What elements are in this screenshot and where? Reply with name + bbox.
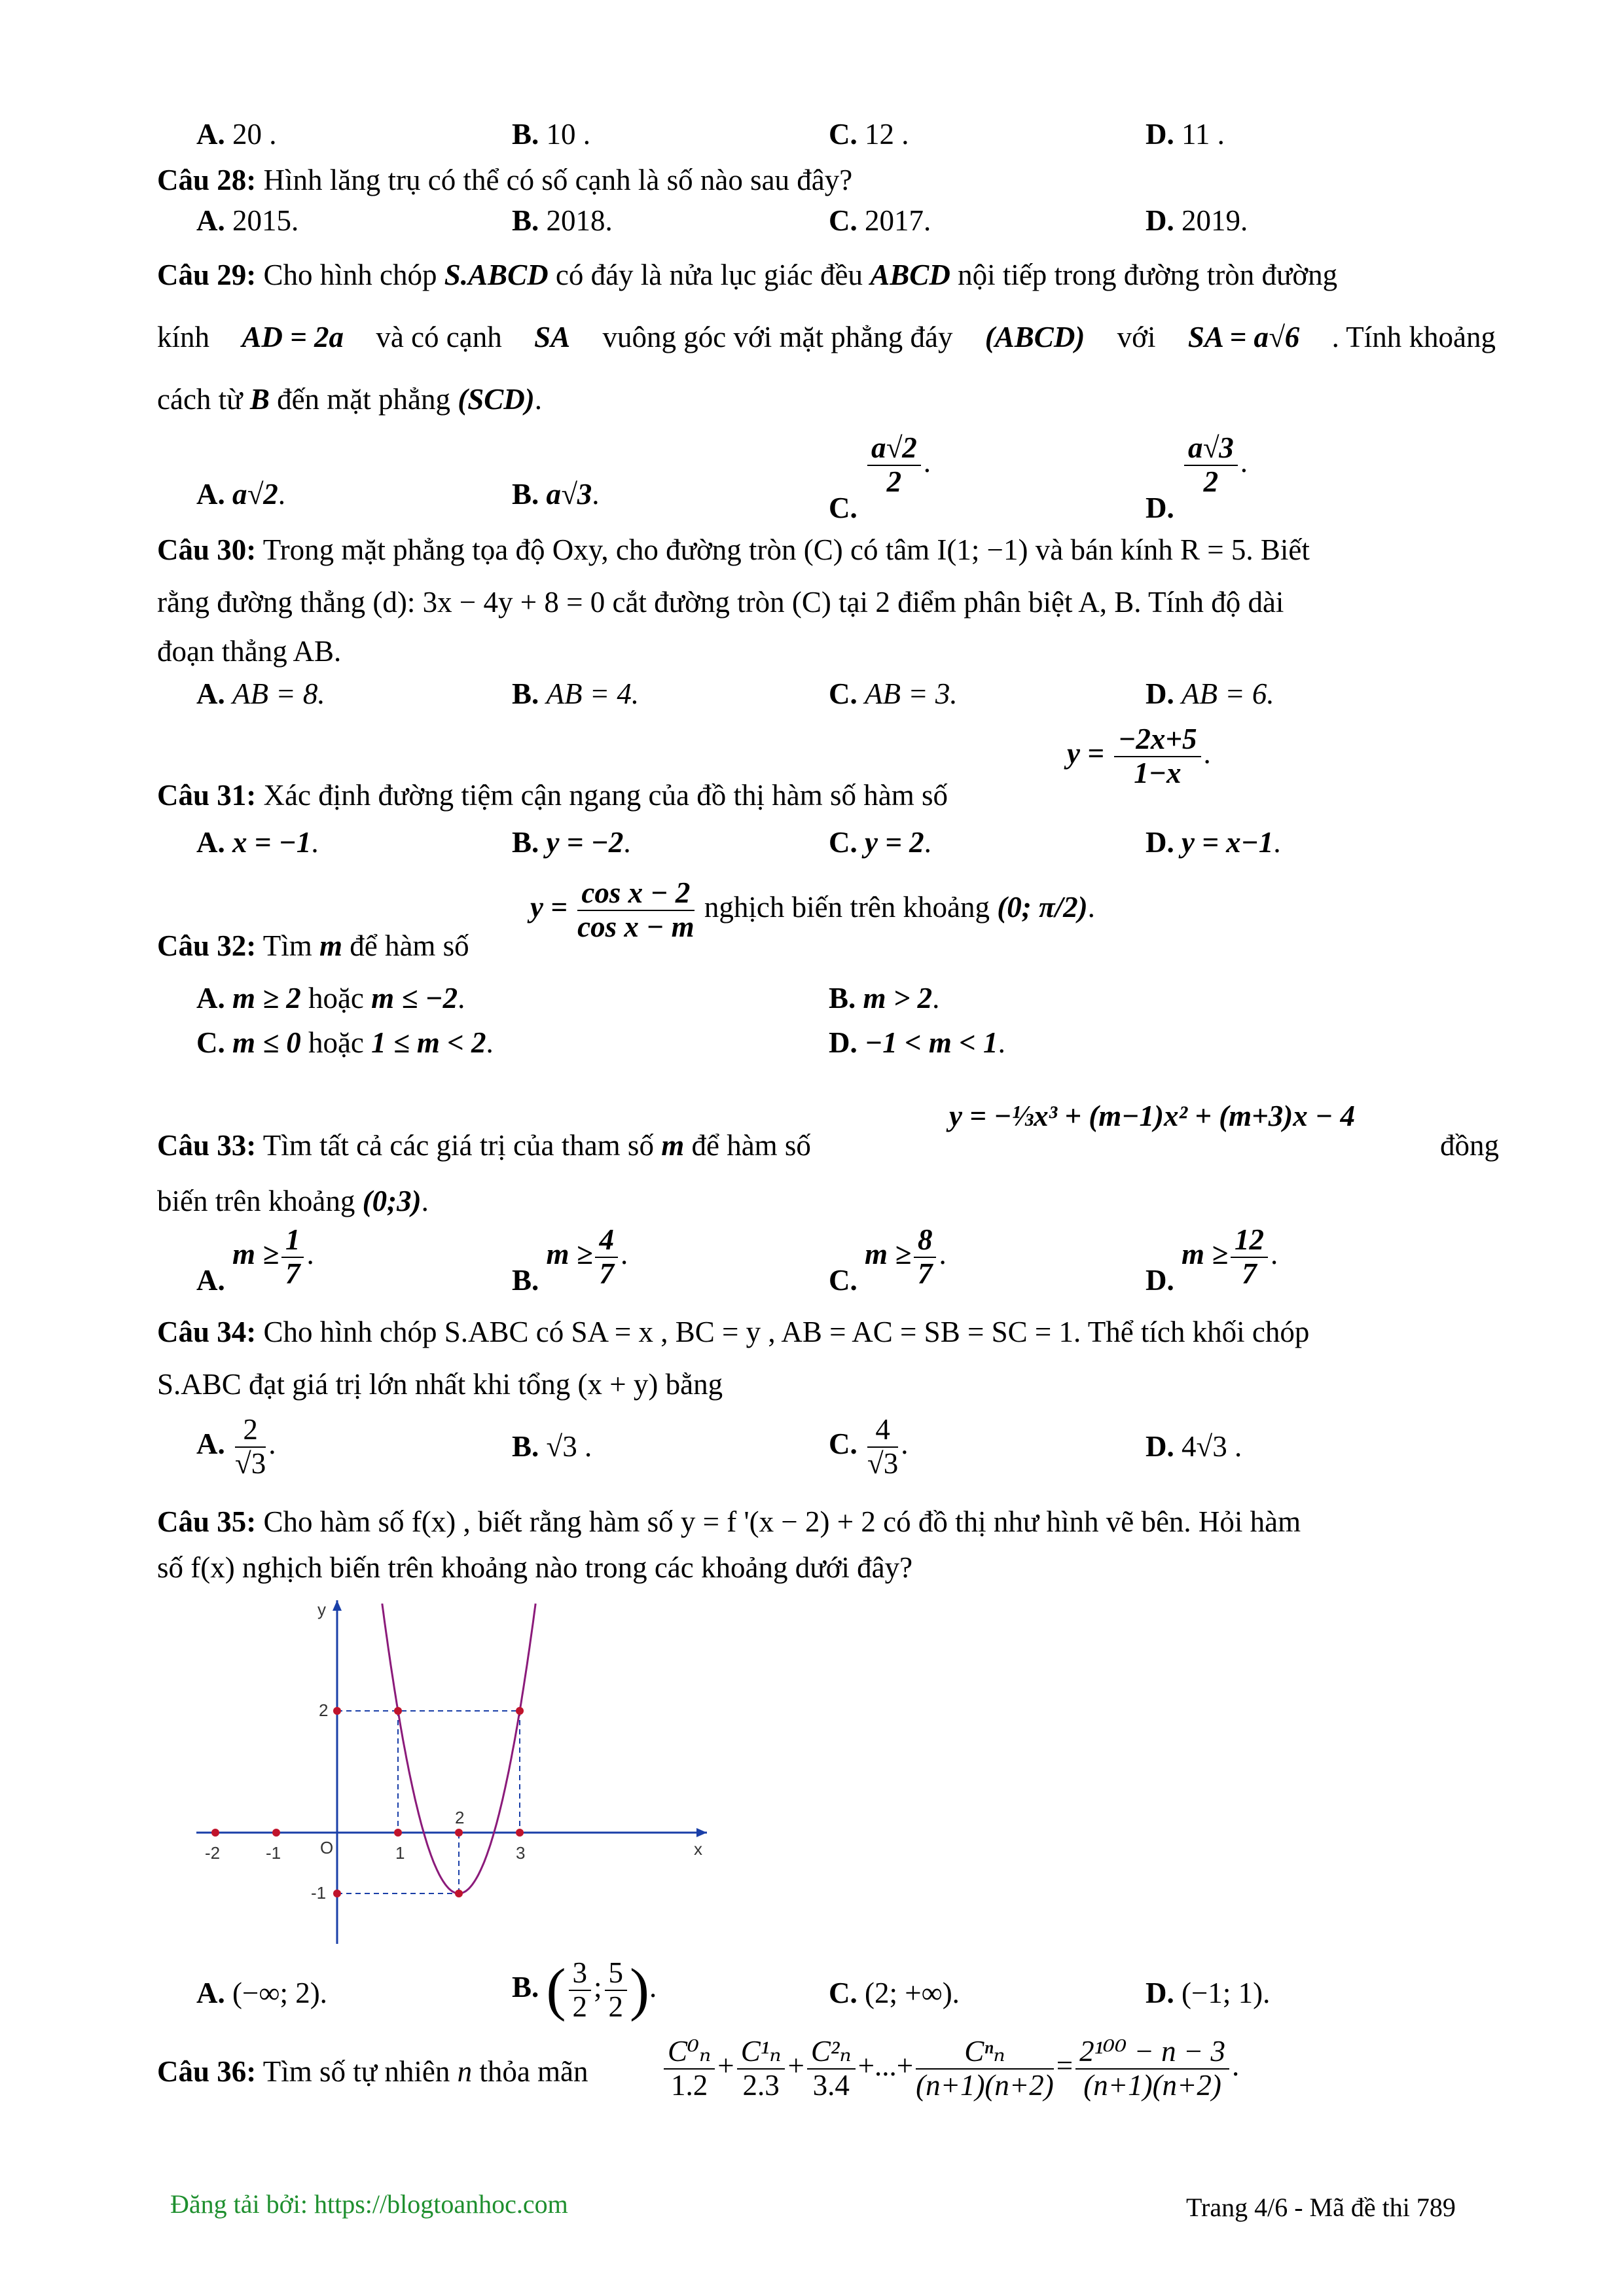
q35-c: C. (2; +∞). (829, 1977, 960, 2009)
q33-a: A. m ≥ $\frac{1}{7}$ . (196, 1223, 314, 1297)
parabola-curve (382, 1604, 535, 1893)
q29-line2: kính AD = 2a và có cạnh SA vuông góc với mặt phẳng đáy (ABCD) với SA = a√6 . Tính khoảng (157, 321, 1496, 353)
q28-b: B. 2018. (512, 204, 613, 237)
x-tick-label: 2 (455, 1808, 465, 1827)
q31-c: C. y = 2. (829, 826, 931, 859)
x-tick-label: -1 (266, 1843, 281, 1863)
q33-line2: biến trên khoảng (0;3). (157, 1185, 429, 1217)
function-graph (190, 1597, 713, 1950)
q33-d: D. m ≥ $\frac{12}{7}$ . (1146, 1223, 1278, 1297)
q28-d: D. 2019. (1146, 204, 1248, 237)
q34-c: C. $\frac{4}{√3}$ . (829, 1413, 909, 1480)
x-tick-label: 1 (395, 1843, 405, 1863)
graph-point (211, 1829, 219, 1837)
q30-b: B. AB = 4. (512, 677, 640, 710)
q35-d: D. (−1; 1). (1146, 1977, 1271, 2009)
x-tick-label: 3 (516, 1843, 526, 1863)
q29-line3: cách từ B đến mặt phẳng (SCD). (157, 383, 543, 416)
q35-a: A. (−∞; 2). (196, 1977, 327, 2009)
q30-a: A. AB = 8. (196, 677, 325, 710)
q34-line1: Câu 34: Cho hình chóp S.ABC có SA = x , BC = y , AB = AC = SB = SC = 1. Thể tích khối chóp (157, 1316, 1310, 1348)
q27-b: B. 10 . (512, 118, 591, 151)
q34-line2: S.ABC đạt giá trị lớn nhất khi tổng (x + y) bằng (157, 1368, 723, 1401)
q29-b: B. a√3. (512, 478, 600, 511)
y-tick-label: 2 (319, 1700, 329, 1720)
q27-c: C. 12 . (829, 118, 909, 151)
q35-b: B. ( $\frac{3}{2}$ ; $\frac{5}{2}$ ). (512, 1956, 657, 2023)
q35-line2: số f(x) nghịch biến trên khoảng nào trong các khoảng dưới đây? (157, 1551, 913, 1584)
footer-page: Trang 4/6 - Mã đề thi 789 (1186, 2193, 1456, 2222)
footer-source: Đăng tải bởi: https://blogtoanhoc.com (170, 2189, 568, 2219)
q29-c: C. $\frac{a√2}{2}$ . (829, 431, 931, 524)
q33-function: y = −⅓x³ + (m−1)x² + (m+3)x − 4 (949, 1100, 1356, 1132)
q28-stem: Câu 28: Hình lăng trụ có thể có số cạnh là số nào sau đây? (157, 164, 853, 196)
q32-function: y = $\frac{\text{cos x − 2}}{\text{cos x − m}}$ nghịch biến trên khoảng (0; π/2). (530, 876, 1095, 943)
q29-d: D. $\frac{a√3}{2}$ . (1146, 431, 1248, 524)
graph-point (516, 1707, 524, 1715)
q35-line1: Câu 35: Cho hàm số f(x) , biết rằng hàm số y = f '(x − 2) + 2 có đồ thị như hình vẽ bên. Hỏi hàm (157, 1505, 1301, 1538)
q34-a: A. $\frac{2}{√3}$ . (196, 1413, 276, 1480)
q30-line2: rằng đường thẳng (d): 3x − 4y + 8 = 0 cắt đường tròn (C) tại 2 điểm phân biệt A, B. Tính độ dài (157, 586, 1284, 619)
q29-line1: Câu 29: Cho hình chóp S.ABCD có đáy là nửa lục giác đều ABCD nội tiếp trong đường tròn đường (157, 259, 1338, 291)
q32-b: B. m > 2. (829, 982, 940, 1014)
x-axis-label: x (694, 1839, 702, 1859)
q31-d: D. y = x−1. (1146, 826, 1281, 859)
q29-a: A. a√2. (196, 478, 285, 511)
q30-d: D. AB = 6. (1146, 677, 1274, 710)
graph-point (516, 1829, 524, 1837)
y-axis-label: y (317, 1600, 326, 1619)
q32-a: A. m ≥ 2 hoặc m ≤ −2. (196, 982, 465, 1014)
q32-stem: Câu 32: Tìm m để hàm số (157, 929, 469, 962)
q30-line1: Câu 30: Trong mặt phẳng tọa độ Oxy, cho đường tròn (C) có tâm I(1; −1) và bán kính R = 5. Biết (157, 533, 1310, 566)
q34-b: B. √3 . (512, 1430, 592, 1463)
graph-point (333, 1707, 341, 1715)
q31-b: B. y = −2. (512, 826, 631, 859)
q28-a: A. 2015. (196, 204, 299, 237)
q31-stem: Câu 31: Xác định đường tiệm cận ngang của đồ thị hàm số hàm số (157, 779, 948, 812)
q32-d: D. −1 < m < 1. (829, 1026, 1005, 1059)
x-tick-label: -2 (205, 1843, 221, 1863)
q33-stem: Câu 33: Tìm tất cả các giá trị của tham số m để hàm số (157, 1129, 811, 1162)
q32-c: C. m ≤ 0 hoặc 1 ≤ m < 2. (196, 1026, 494, 1059)
graph-point (455, 1829, 463, 1837)
q33-dong: đồng (1440, 1129, 1499, 1162)
graph-point (455, 1890, 463, 1897)
q33-c: C. m ≥ $\frac{8}{7}$ . (829, 1223, 947, 1297)
graph-point (394, 1707, 402, 1715)
q36-stem: Câu 36: Tìm số tự nhiên n thỏa mãn (157, 2055, 588, 2088)
q27-d: D. 11 . (1146, 118, 1225, 151)
q34-d: D. 4√3 . (1146, 1430, 1242, 1463)
q30-c: C. AB = 3. (829, 677, 958, 710)
q28-c: C. 2017. (829, 204, 931, 237)
q27-a: A. 20 . (196, 118, 277, 151)
origin-label: O (320, 1838, 334, 1857)
q36-equation: $\frac{\text{C⁰ₙ}}{1.2}$ + $\frac{\text{C¹ₙ}}{2.3}$ + $\frac{\text{C²ₙ}}{3.4}$ +...+ $\frac{\text{Cⁿₙ}}{(n+1)(n+2)}$ = $\frac{\text{2¹⁰⁰ − n − 3}}{(n+1)(n+2)}$ . (661, 2036, 1239, 2102)
graph-point (394, 1829, 402, 1837)
q31-a: A. x = −1. (196, 826, 319, 859)
q31-function: y = $\frac{-2x+5}{1-x}$ . (1067, 723, 1211, 789)
y-axis-arrow (333, 1600, 342, 1611)
q33-b: B. m ≥ $\frac{4}{7}$ . (512, 1223, 628, 1297)
graph-point (272, 1829, 280, 1837)
y-tick-label: -1 (311, 1883, 327, 1903)
graph-point (333, 1890, 341, 1897)
q30-line3: đoạn thẳng AB. (157, 635, 342, 668)
x-axis-arrow (696, 1828, 707, 1837)
